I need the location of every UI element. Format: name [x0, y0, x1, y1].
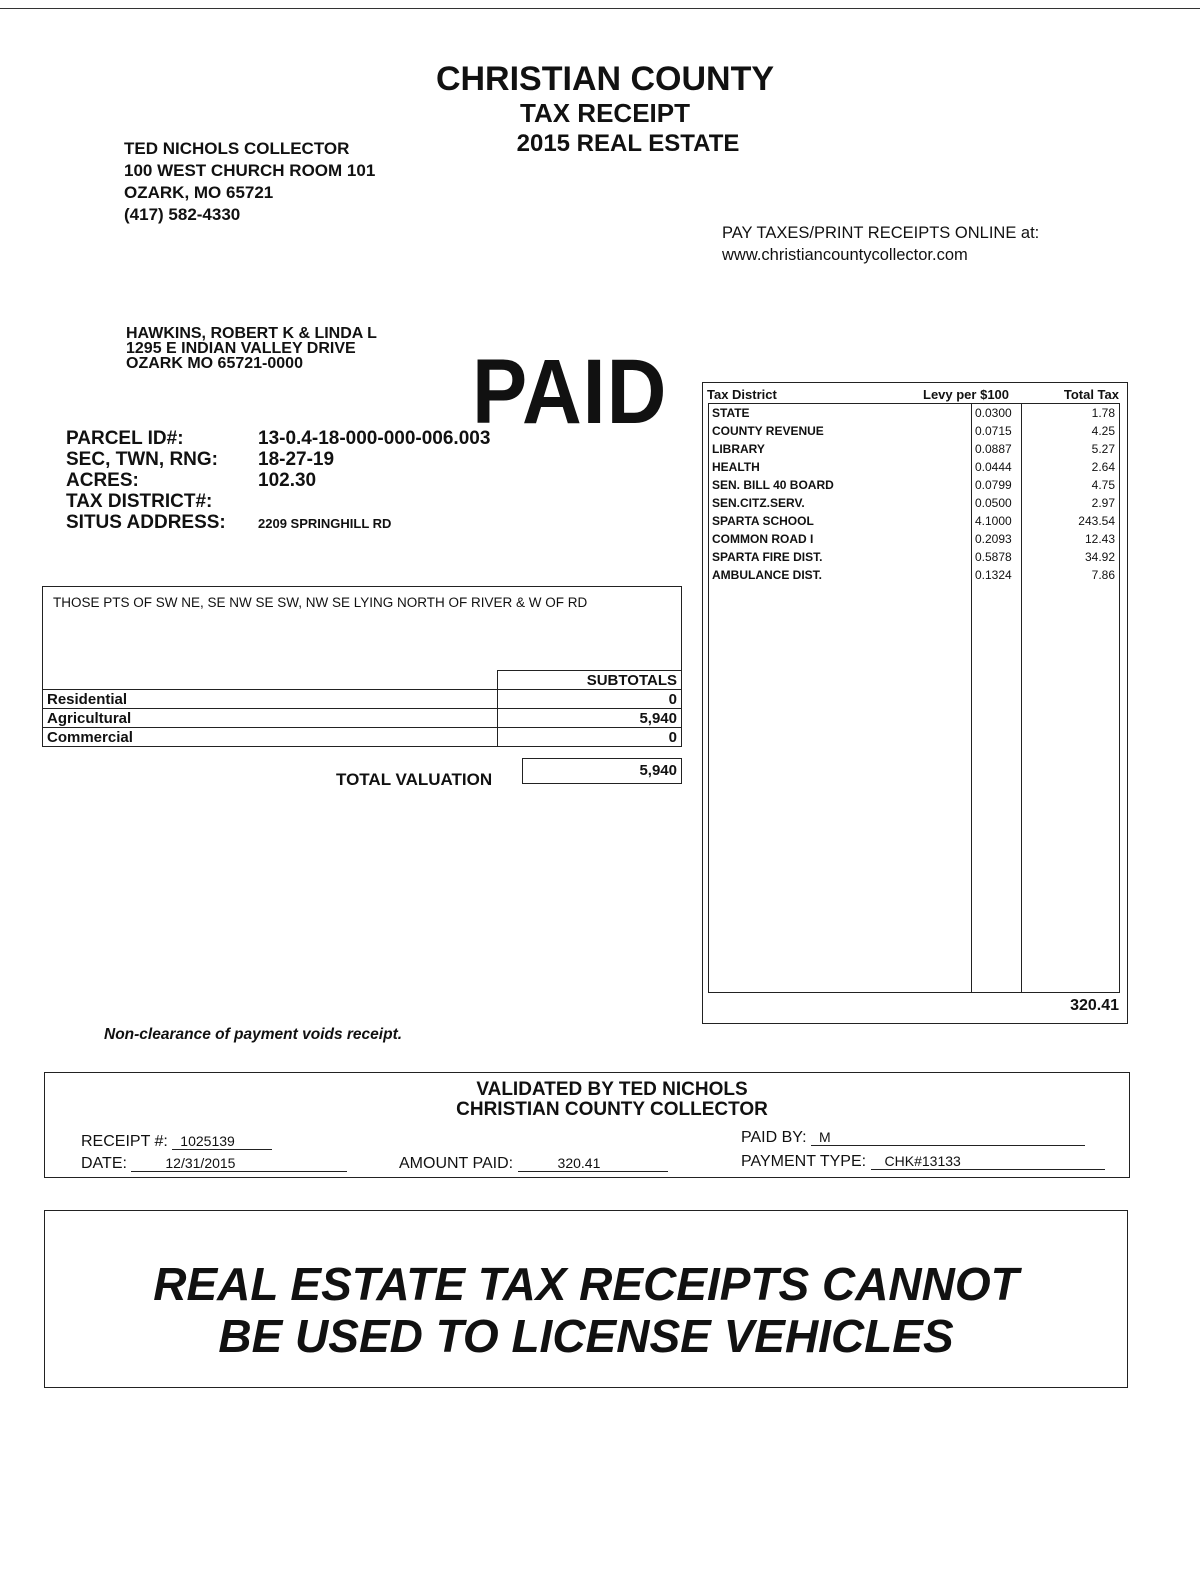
valuation-category: Residential — [43, 690, 498, 709]
paid-by-value: M — [811, 1129, 1085, 1146]
tax-amount: 1.78 — [1091, 406, 1115, 420]
tax-amount: 34.92 — [1084, 550, 1115, 564]
collector-street: 100 WEST CHURCH ROOM 101 — [124, 161, 376, 180]
tax-district-name: AMBULANCE DIST. — [712, 568, 822, 582]
warning-line-1: REAL ESTATE TAX RECEIPTS CANNOT — [153, 1258, 1019, 1310]
tax-levy: 0.5878 — [975, 550, 1012, 564]
license-warning-box — [44, 1210, 1128, 1388]
tax-year-title: 2015 REAL ESTATE — [516, 130, 740, 157]
owner-name: HAWKINS, ROBERT K & LINDA L — [126, 325, 377, 342]
tax-district-grid — [708, 403, 1120, 993]
online-payment-text: PAY TAXES/PRINT RECEIPTS ONLINE at: — [722, 224, 1040, 242]
valuation-subtotal: 5,940 — [498, 709, 682, 728]
tax-amount: 2.64 — [1091, 460, 1115, 474]
tax-levy: 0.0500 — [975, 496, 1012, 510]
table-row — [709, 530, 1119, 548]
grand-total-tax: 320.41 — [1070, 997, 1119, 1014]
tax-amount: 7.86 — [1091, 568, 1115, 582]
tax-levy: 0.0444 — [975, 460, 1012, 474]
owner-street: 1295 E INDIAN VALLEY DRIVE — [126, 340, 356, 357]
tax-district-name: SPARTA FIRE DIST. — [712, 550, 823, 564]
table-row — [43, 690, 682, 709]
parcel-id-value: 13-0.4-18-000-000-006.003 — [258, 428, 491, 449]
parcel-id-label: PARCEL ID#: — [66, 428, 184, 449]
legal-description: THOSE PTS OF SW NE, SE NW SE SW, NW SE LYING NORTH OF RIVER & W OF RD — [53, 595, 588, 610]
tax-levy: 0.0300 — [975, 406, 1012, 420]
valuation-header-spacer — [43, 671, 498, 690]
date-label: DATE: — [81, 1155, 127, 1172]
tax-district-name: STATE — [712, 406, 750, 420]
validated-by-line: VALIDATED BY TED NICHOLS — [476, 1079, 748, 1100]
tax-district-name: LIBRARY — [712, 442, 765, 456]
table-row — [709, 566, 1119, 584]
tax-district-header: Tax District — [707, 387, 777, 402]
receipt-number-field — [81, 1133, 272, 1151]
valuation-subtotal: 0 — [498, 690, 682, 709]
tax-district-name: HEALTH — [712, 460, 760, 474]
tax-levy: 0.1324 — [975, 568, 1012, 582]
tax-district-table — [702, 382, 1128, 1024]
total-valuation-label: TOTAL VALUATION — [336, 770, 493, 789]
table-row — [43, 709, 682, 728]
legal-description-box — [42, 586, 682, 673]
tax-district-name: COMMON ROAD I — [712, 532, 814, 546]
date-field — [81, 1155, 347, 1173]
collector-phone: (417) 582-4330 — [124, 205, 241, 224]
payment-type-label: PAYMENT TYPE: — [741, 1153, 867, 1170]
warning-line-2: BE USED TO LICENSE VEHICLES — [218, 1310, 954, 1362]
tax-levy: 4.1000 — [975, 514, 1012, 528]
tax-amount: 4.25 — [1091, 424, 1115, 438]
valuation-category: Commercial — [43, 728, 498, 747]
collector-city: OZARK, MO 65721 — [124, 183, 274, 202]
collector-name: TED NICHOLS COLLECTOR — [124, 139, 350, 158]
amount-paid-value: 320.41 — [518, 1155, 668, 1172]
table-row — [709, 512, 1119, 530]
tax-district-name: SPARTA SCHOOL — [712, 514, 814, 528]
table-row — [709, 494, 1119, 512]
online-payment-notice — [722, 222, 1039, 266]
table-row — [709, 458, 1119, 476]
table-row — [43, 728, 682, 747]
online-payment-url: www.christiancountycollector.com — [722, 246, 968, 264]
total-valuation-value: 5,940 — [639, 762, 677, 779]
table-row — [709, 440, 1119, 458]
owner-address-block — [126, 326, 377, 371]
payment-type-value: CHK#13133 — [871, 1153, 1105, 1170]
table-row — [709, 404, 1119, 422]
receipt-number-value: 1025139 — [172, 1133, 272, 1150]
tax-levy: 0.2093 — [975, 532, 1012, 546]
non-clearance-notice: Non-clearance of payment voids receipt. — [104, 1026, 403, 1043]
paid-by-field — [741, 1129, 1085, 1147]
sec-twn-rng-label: SEC, TWN, RNG: — [66, 449, 218, 470]
tax-district-label: TAX DISTRICT#: — [66, 491, 213, 512]
payment-type-field — [741, 1153, 1105, 1171]
subtotals-header: SUBTOTALS — [498, 671, 682, 690]
top-border-line — [0, 8, 1200, 9]
tax-amount: 243.54 — [1078, 514, 1115, 528]
tax-amount: 2.97 — [1091, 496, 1115, 510]
valuation-header-row — [43, 671, 682, 690]
amount-paid-label: AMOUNT PAID: — [399, 1155, 514, 1172]
collector-address-block — [124, 138, 375, 226]
tax-levy: 0.0715 — [975, 424, 1012, 438]
table-row — [709, 476, 1119, 494]
valuation-category: Agricultural — [43, 709, 498, 728]
tax-amount: 12.43 — [1084, 532, 1115, 546]
valuation-table — [42, 670, 682, 747]
receipt-number-label: RECEIPT #: — [81, 1133, 168, 1150]
amount-paid-field — [399, 1155, 668, 1173]
tax-levy: 0.0887 — [975, 442, 1012, 456]
county-title: CHRISTIAN COUNTY — [435, 60, 775, 98]
sec-twn-rng-value: 18-27-19 — [258, 449, 335, 470]
acres-value: 102.30 — [258, 470, 317, 491]
situs-address-value: 2209 SPRINGHILL RD — [258, 516, 392, 531]
tax-district-name: COUNTY REVENUE — [712, 424, 824, 438]
tax-district-name: SEN.CITZ.SERV. — [712, 496, 805, 510]
tax-amount: 5.27 — [1091, 442, 1115, 456]
situs-address-label: SITUS ADDRESS: — [66, 512, 226, 533]
valuation-subtotal: 0 — [498, 728, 682, 747]
owner-city: OZARK MO 65721-0000 — [126, 355, 303, 372]
collector-title-line: CHRISTIAN COUNTY COLLECTOR — [456, 1099, 768, 1120]
tax-district-name: SEN. BILL 40 BOARD — [712, 478, 834, 492]
paid-by-label: PAID BY: — [741, 1129, 807, 1146]
table-row — [709, 548, 1119, 566]
paid-stamp: PAID — [472, 341, 668, 443]
date-value: 12/31/2015 — [131, 1155, 347, 1172]
tax-levy: 0.0799 — [975, 478, 1012, 492]
total-tax-header: Total Tax — [1063, 387, 1119, 402]
tax-amount: 4.75 — [1091, 478, 1115, 492]
acres-label: ACRES: — [66, 470, 139, 491]
levy-header: Levy per $100 — [923, 387, 1010, 402]
validation-box — [44, 1072, 1130, 1178]
document-type-title: TAX RECEIPT — [520, 98, 690, 128]
table-row — [709, 422, 1119, 440]
total-valuation-box — [522, 758, 682, 784]
